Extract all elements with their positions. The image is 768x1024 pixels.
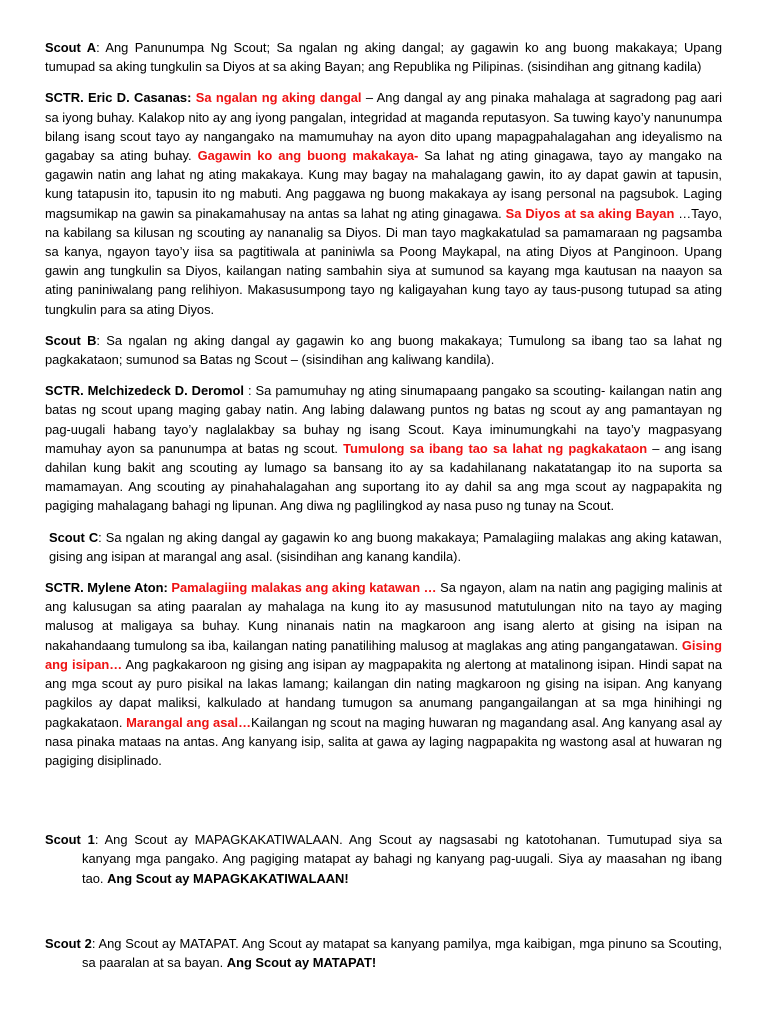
paragraph-text: : Sa pamumuhay ng ating sinumapaang pangako sa scouting- kailangan natin ang batas ng scout upang maging gabay natin. Ang labing dalawang puntos ng batas ng scout ay ang pamantayan ng pag-uugali habang tayo’y naglalakbay sa buhay ng isang Scout. Kaya iminumungkahi na tayo’y magpasyang mamuhay ayon sa panunumpa at batas ng scout. xyxy=(45,383,723,456)
speaker-label: Scout 2 xyxy=(45,935,92,951)
speaker-colon: : xyxy=(163,580,172,596)
speaker-label: Scout 1 xyxy=(45,832,95,848)
paragraph-scout-2 xyxy=(45,934,722,972)
highlight-phrase: Gagawin ko ang buong makakaya- xyxy=(197,148,419,164)
paragraph-text: : Sa ngalan ng aking dangal ay gagawin ko ang buong makakaya; Pamalagiing malakas ang aking katawan, gising ang isipan at marangal ang asal. (sisindihan ang kanang kandila). xyxy=(49,529,722,564)
paragraph-sctr-aton xyxy=(45,578,722,770)
paragraph-text: – ang isang dahilan kung bakit ang scouting ay lumago sa bansang ito ay sa kadahilanang nakatatangap ito na suporta sa mamamayan. Ang scouting ay pinahahalagahan ang suportang ito ay dahil sa ang mga scout ay nagpapakita ng pagiging mahalagang bahagi ng lipunan. Ang diwa ng paglilingkod ay nasa puso ng tunay na Scout. xyxy=(45,440,722,514)
document-page xyxy=(45,38,722,972)
highlight-phrase: Sa Diyos at sa aking Bayan xyxy=(505,205,675,221)
highlight-phrase: Pamalagiing malakas ang aking katawan … xyxy=(171,580,437,596)
blank-space xyxy=(45,888,722,934)
speaker-label: Scout A xyxy=(45,40,97,55)
paragraph-text: Sa lahat ng ating ginagawa, tayo ay mangako na gagawin natin ang lahat ng ating makakaya. Kung may bagay na mahalagang gawin, ito ay dapat gawin at tapusin, kung tatapusin ito, tapusin ito ng mabuti. Ang paggawa ng buong makakaya ay isang personal na pagsubok. Laging magsumikap na gawin sa pinakamahusay na antas sa lahat ng ating ginagawa. xyxy=(45,148,722,221)
blank-space xyxy=(45,782,722,830)
highlight-phrase: Gising ang isipan… xyxy=(45,637,722,672)
speaker-label: SCTR. Mylene Aton xyxy=(45,580,164,596)
paragraph-sctr-deromol xyxy=(45,381,722,515)
paragraph-text: Kailangan ng scout na maging huwaran ng magandang asal. Ang kanyang asal ay nasa pinaka mataas na antas. Ang kanyang isip, salita at gawa ay laging nagpapakita ng wastong asal at huwaran ng pagiging disiplinado. xyxy=(45,714,722,768)
paragraph-scout-c xyxy=(45,528,722,566)
highlight-phrase: Tumulong sa ibang tao sa lahat ng pagkakataon xyxy=(343,440,648,456)
paragraph-text: : Ang Scout ay MATAPAT. Ang Scout ay matapat sa kanyang pamilya, mga kaibigan, mga pinuno sa Scouting, sa paaralan at sa bayan. xyxy=(82,935,722,970)
paragraph-scout-a xyxy=(45,38,722,76)
paragraph-text: – Ang dangal ay ang pinaka mahalaga at sagradong pag aari sa iyong buhay. Kalakop nito ay ang iyong pangalan, integridad at maganda reputasyon. Sa tuwing kayo’y nanunumpa bilang isang scout tayo ay nangangako na mamumuhay na ayon dito upang mapagpahalagahan ang ideyalismo na gagabay sa ating buhay. xyxy=(45,90,723,164)
paragraph-scout-1 xyxy=(45,830,722,888)
paragraph-text: : Ang Panunumpa Ng Scout; Sa ngalan ng aking dangal; ay gagawin ko ang buong makakaya; Upang tumupad sa aking tungkulin sa Diyos at sa aking Bayan; ang Republika ng Pilipinas. (sisindihan ang gitnang kadila) xyxy=(45,40,722,75)
paragraph-text: Ang pagkakaroon ng gising ang isipan ay magpapakita ng alertong at matalinong isipan. Hindi sapat na ang mga scout ay puro pisikal na lakas lamang; kailangan din nating magkaroon ng gising na isipan. Ang kanyang pagkilos ay dapat maliksi, kalkulado at handang tumugon sa anumang pangangailangan at sa mga hinihingi ng pagkakataon. xyxy=(45,656,722,730)
speaker-colon: : xyxy=(187,90,196,106)
paragraph-scout-b xyxy=(45,331,722,369)
paragraph-text: Sa ngayon, alam na natin ang pagiging malinis at ang kalusugan sa ating paaralan ay mahalaga na kung ito ay masusunod matutulungan nito na tayo ay maging malusog at maligaya sa buhay. Kung ninanais natin na magkaroon ang isang alerto at gising na isipan na nakahandaang tumulong sa iba, kailangan nating panatilihing malusog at maglakas ang ating pangangatawan. xyxy=(45,580,723,653)
speaker-label: SCTR. Eric D. Casanas xyxy=(45,90,188,106)
bold-closing-line: Ang Scout ay MAPAGKAKATIWALAAN! xyxy=(107,870,349,886)
speaker-label: SCTR. Melchizedeck D. Deromol xyxy=(45,383,244,399)
highlight-phrase: Sa ngalan ng aking dangal xyxy=(195,90,362,106)
paragraph-text: : Ang Scout ay MAPAGKAKATIWALAAN. Ang Scout ay nagsasabi ng katotohanan. Tumutupad siya sa kanyang mga pangako. Ang pagiging matapat ay bahagi ng kanyang pag-uugali. Siya ay maasahan ng ibang tao. xyxy=(82,832,722,886)
bold-closing-line: Ang Scout ay MATAPAT! xyxy=(226,954,377,970)
speaker-label: Scout B xyxy=(45,332,97,348)
highlight-phrase: Marangal ang asal… xyxy=(126,714,252,730)
paragraph-sctr-casanas xyxy=(45,88,722,318)
speaker-label: Scout C xyxy=(49,529,99,545)
paragraph-text: …Tayo, na kabilang sa kilusan ng scouting ay nananalig sa Diyos. Di man tayo magkakatulad sa pamamaraan ng pagsamba sa kanya, ngayon tayo’y iisa sa pagtitiwala at paniniwla sa Poong Maykapal, na ating Diyos at Panginoon. Upang gawin ang tungkulin sa Diyos, kailangan nating sambahin siya at sumunod sa kayang mga kautusan na naayon sa ating paniniwalang pang relihiyon. Makasusumpong tayo ng kaligayahan kung tayo ay taus-pusong tutupad sa ating tungkulin para sa ating Diyos. xyxy=(45,205,722,317)
paragraph-text: : Sa ngalan ng aking dangal ay gagawin ko ang buong makakaya; Tumulong sa ibang tao sa lahat ng pagkakataon; sumunod sa Batas ng Scout – (sisindihan ang kaliwang kandila). xyxy=(45,332,722,368)
